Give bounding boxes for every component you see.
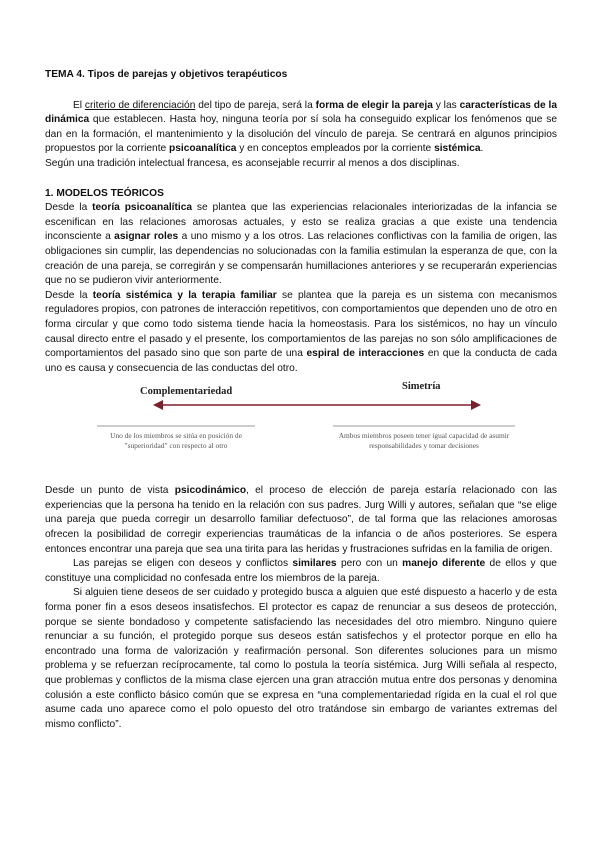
text-span: Desde la	[45, 202, 93, 214]
bold-term: teoría psicoanalítica	[92, 202, 193, 214]
text-span: en que la conducta de cada uno es causa y consecuencia de las conductas del otro.	[45, 348, 558, 374]
bold-term: psicodinámico	[174, 485, 247, 497]
text-span: El	[73, 99, 85, 111]
text-span: a uno mismo y a los otros. Las relaciones conflictivas con la familia de origen, las obligaciones sin cumplir, las dependencias no solucionadas con la familia estimulan la esperanza de que, con la creación de una pareja, se corregirán y se compensarán humillaciones anteriores y se recuperarán experiencias que no se pudieron vivir anteriormente.	[45, 231, 558, 287]
collusion-paragraph: Si alguien tiene deseos de ser cuidado y protegido busca a alguien que esté dispuesto a hacerlo y de esta forma poner fin a esos deseos insatisfechos. El protector es capaz de renunciar a sus deseos de protección, porque se siente bondadoso y competente satisfaciendo las necesidades del otro miembro. Ninguno quiere renunciar a su función, el protegido porque sus deseos están satisfechos y el protector porque en ello ha encontrado una forma de valorización y reafirmación personal. Son diferentes soluciones para un mismo problema y se refuerzan recíprocamente, tal como lo postula la teoría sistémica. Jurg Willi señala al respecto, que problemas y conflictos de la misma clase ejercen una gran atracción mutua entre dos personas y denomina colusión a este conflicto básico común que se expresa en “una complementariedad rígida en la cual el rol que asume cada uno aparece como el polo opuesto del otro tratándose sin embargo de variantes extremas del mismo conflicto”.	[45, 587, 557, 730]
systemic-paragraph	[45, 289, 557, 377]
intro-paragraph	[45, 99, 557, 157]
bold-term: características de la dinámica	[45, 99, 558, 126]
text-span: y las	[432, 99, 460, 111]
bold-term: similares	[292, 558, 337, 570]
text-span: Las parejas se eligen con deseos y conflictos	[73, 558, 293, 570]
section-heading: 1. MODELOS TEÓRICOS	[45, 187, 164, 199]
bold-term: teoría sistémica y la terapia familiar	[92, 289, 277, 301]
underlined-term: criterio de diferenciación	[84, 99, 196, 111]
complementarity-description: Uno de los miembros se sitúa en posición de "superioridad" con respecto al otro	[110, 431, 242, 451]
text-span: Desde un punto de vista	[45, 485, 175, 497]
complementarity-symmetry-diagram	[45, 381, 557, 484]
text-span: que establecen. Hasta hoy, ninguna teoría por sí sola ha conseguido explicar los fenómenos que se dan en la formación, el mantenimiento y la disolución del vínculo de pareja. Se centrará en algunos principios propuestos por la corriente	[45, 114, 557, 155]
bold-term: asignar roles	[114, 231, 179, 243]
bold-term: espiral de interacciones	[306, 348, 425, 360]
document-page	[45, 68, 557, 732]
intro-paragraph-2: Según una tradición intelectual francesa, es aconsejable recurrir al menos a dos disciplinas.	[45, 157, 460, 169]
text-span: se plantea que la pareja es un sistema con mecanismos reguladores propios, con patrones de interacción repetitivos, con comportamientos que dependen uno de otro en forma circular y que como todo sistema tiende hacia la homeostasis. Para los sistémicos, no hay un vínculo causal directo entre el pasado y el presente, los comportamientos de las parejas no son sólo amplificaciones de comportamientos del pasado sino que son parte de una	[45, 289, 557, 360]
symmetry-description: Ambos miembros poseen tener igual capacidad de asumir responsabilidades y tomar decisiones	[338, 431, 510, 451]
text-span: pero con un	[336, 558, 403, 570]
text-span: , el proceso de elección de pareja estaría relacionado con las experiencias que la persona ha tenido en la relación con sus padres. Jurg Willi y autores, señalan que “se elige una pareja que pueda corregir un desarrollo familiar defectuoso”, de tal forma que las relaciones amorosas ofrecen la posibilidad de corregir experiencias traumáticas de la infancia o de años posteriores. Se espera entonces encontrar una pareja que sea una tirita para las heridas y frustraciones sufridas en la familia de origen.	[45, 485, 557, 555]
bold-term: forma de elegir la pareja	[315, 99, 433, 111]
text-span: .	[480, 143, 484, 155]
symmetry-label: Simetría	[402, 381, 441, 393]
text-span: y en conceptos empleados por la corriente	[236, 143, 435, 155]
bold-term: sistémica	[434, 143, 481, 155]
text-span: Desde la	[45, 289, 93, 301]
text-span: del tipo de pareja, será la	[195, 99, 316, 111]
text-span: de ellos y que constituye una complicidad no confesada entre los miembros de la pareja.	[45, 558, 557, 584]
complementarity-label: Complementariedad	[140, 386, 233, 398]
right-arrowhead	[471, 400, 481, 410]
bold-term: psicoanalítica	[169, 143, 237, 155]
psychoanalytic-paragraph	[45, 201, 557, 289]
left-arrowhead	[153, 400, 163, 410]
bold-term: manejo diferente	[402, 558, 486, 570]
text-span: se plantea que las experiencias relacionales interiorizadas de la infancia se escenifican en las relaciones amorosas actuales, y esto se realiza gracias a que existe una tendencia inconsciente a	[45, 202, 557, 243]
similar-conflicts-paragraph	[45, 557, 557, 586]
document-title: TEMA 4. Tipos de parejas y objetivos terapéuticos	[45, 69, 288, 80]
psychodynamic-paragraph	[45, 484, 557, 557]
